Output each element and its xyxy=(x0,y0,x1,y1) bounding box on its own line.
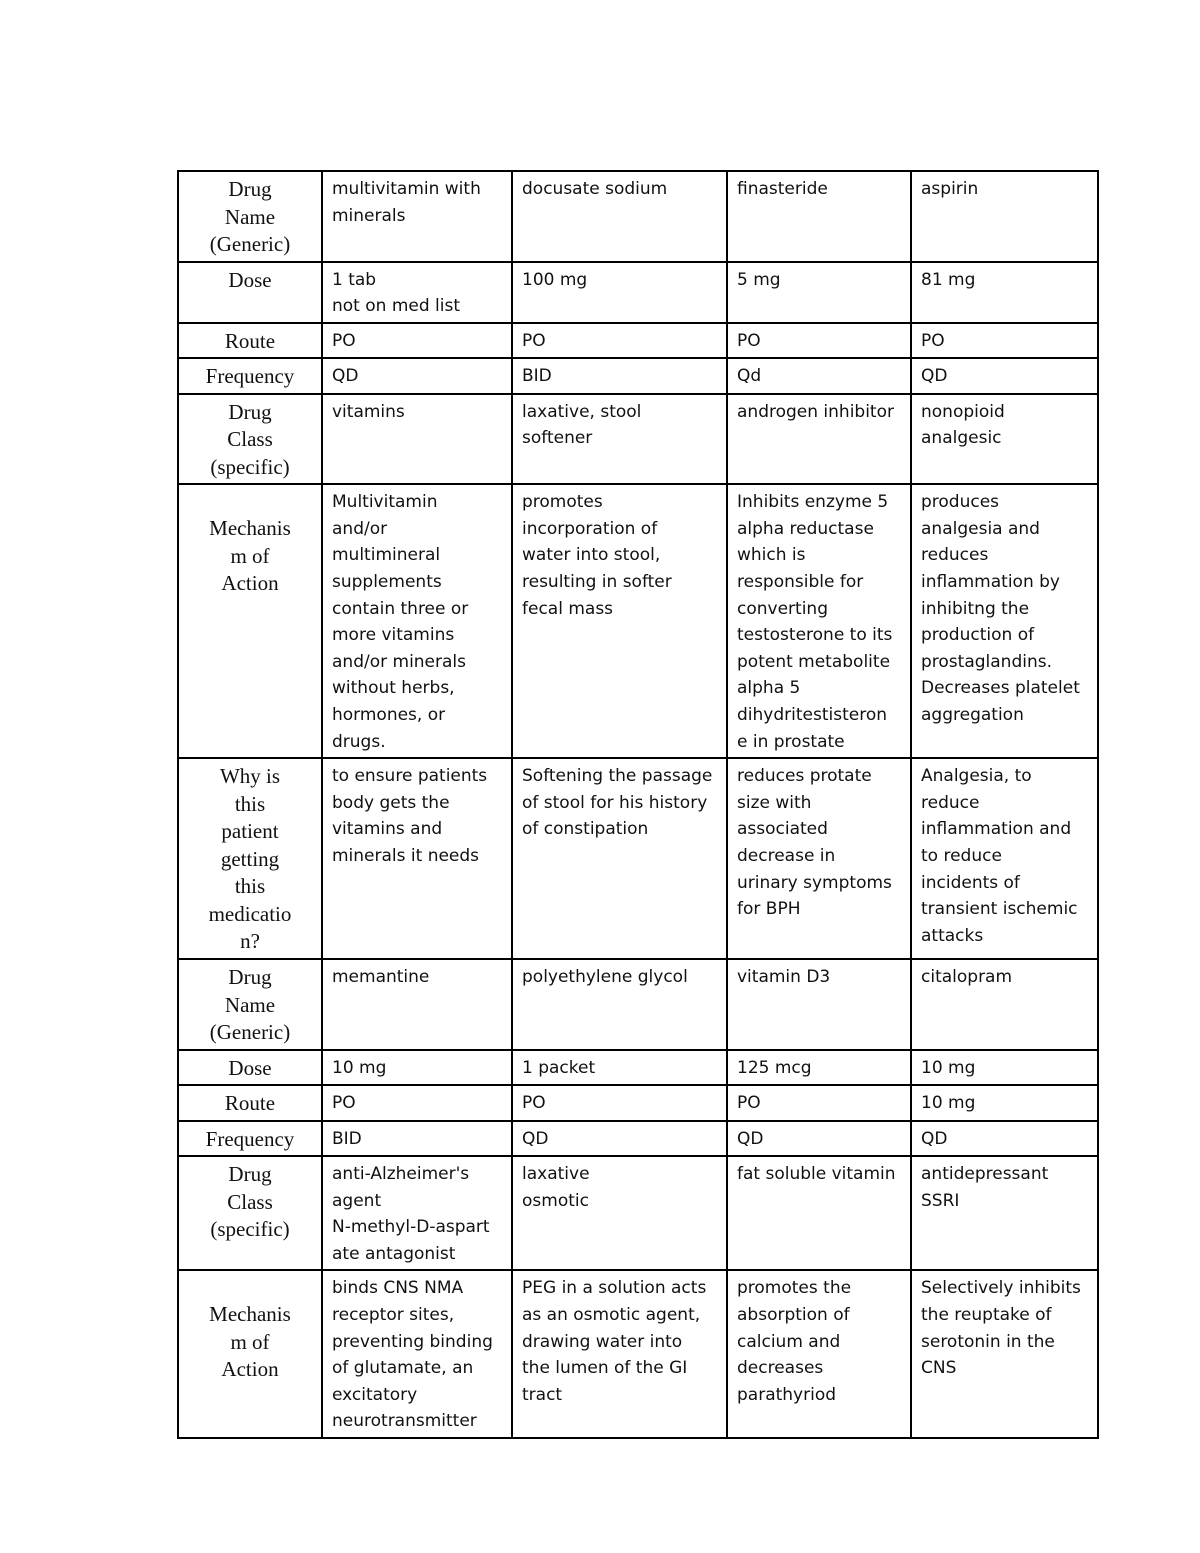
row-dose xyxy=(178,1050,1098,1086)
cell-line: the lumen of the GI xyxy=(522,1358,688,1379)
row-header-dose xyxy=(178,1050,322,1086)
cell-line: excitatory xyxy=(332,1384,418,1405)
header-line: (specific) xyxy=(210,1217,290,1241)
cell-line: of constipation xyxy=(522,819,649,840)
cell-class xyxy=(322,394,512,485)
row-drug-class xyxy=(178,1156,1098,1270)
cell-line: calcium and xyxy=(737,1331,841,1352)
cell-line: anti-Alzheimer's xyxy=(332,1164,470,1184)
cell-line: serotonin in the xyxy=(921,1331,1055,1352)
header-line: Route xyxy=(224,328,276,353)
cell-mechanism xyxy=(911,1270,1098,1438)
cell-line: 5 mg xyxy=(737,269,781,290)
row-drug-name xyxy=(178,959,1098,1050)
cell-line: agent xyxy=(332,1190,382,1211)
cell-line: and/or xyxy=(332,518,388,539)
cell-line: promotes the xyxy=(737,1278,852,1299)
cell-line: urinary symptoms xyxy=(737,872,892,893)
cell-line: dihydritestisteron xyxy=(737,704,887,725)
cell-line: analgesic xyxy=(921,428,1002,449)
row-header-route xyxy=(178,1085,322,1121)
medication-table-1 xyxy=(177,170,1099,960)
cell-name xyxy=(727,171,911,262)
row-route xyxy=(178,1085,1098,1121)
cell-class xyxy=(512,1156,727,1270)
cell-line: inflammation by xyxy=(921,571,1060,592)
cell-name xyxy=(322,171,512,262)
cell-line: converting xyxy=(737,598,828,619)
row-mechanism xyxy=(178,1270,1098,1438)
cell-line: vitamin D3 xyxy=(737,967,831,987)
cell-line: minerals it needs xyxy=(332,845,480,866)
cell-dose xyxy=(512,1050,727,1086)
cell-why xyxy=(322,758,512,959)
cell-route: 10 mg xyxy=(911,1085,1098,1121)
cell-line: osmotic xyxy=(522,1190,589,1211)
cell-line: of stool for his history xyxy=(522,792,708,813)
cell-line: for BPH xyxy=(737,899,801,920)
cell-mechanism xyxy=(322,484,512,758)
header-line: this xyxy=(234,791,266,816)
row-header-drug-name xyxy=(178,171,322,262)
cell-line: contain three or xyxy=(332,598,469,619)
cell-line: 125 mcg xyxy=(737,1057,812,1078)
header-line: getting xyxy=(220,846,280,871)
cell-line: finasteride xyxy=(737,179,828,199)
cell-frequency: QD xyxy=(911,358,1098,394)
cell-line: incorporation of xyxy=(522,518,658,539)
row-frequency xyxy=(178,1121,1098,1157)
cell-mechanism xyxy=(911,484,1098,758)
cell-mechanism xyxy=(727,484,911,758)
header-line: Action xyxy=(221,1357,279,1382)
cell-line: SSRI xyxy=(921,1190,960,1211)
cell-line: promotes xyxy=(522,492,603,513)
cell-line: decreases xyxy=(737,1358,824,1379)
cell-class xyxy=(512,394,727,485)
header-line: Frequency xyxy=(205,364,295,389)
cell-line: tract xyxy=(522,1384,563,1405)
cell-line: attacks xyxy=(921,925,984,946)
cell-line: alpha 5 xyxy=(737,678,801,699)
cell-line: inhibitng the xyxy=(921,598,1030,619)
cell-line: androgen inhibitor xyxy=(737,401,894,422)
header-line: Drug xyxy=(228,965,272,989)
cell-name xyxy=(322,959,512,1050)
cell-line: production of xyxy=(921,625,1035,646)
cell-route: PO xyxy=(727,323,911,359)
cell-line: fat soluble vitamin xyxy=(737,1164,896,1184)
cell-name xyxy=(727,959,911,1050)
cell-line: drawing water into xyxy=(522,1331,683,1352)
cell-frequency: QD xyxy=(512,1121,727,1157)
header-line: Route xyxy=(224,1091,276,1115)
cell-line: transient ischemic xyxy=(921,899,1078,920)
cell-line: body gets the xyxy=(332,792,450,813)
cell-line: to ensure patients xyxy=(332,766,488,787)
cell-dose xyxy=(911,1050,1098,1086)
cell-line: 1 tab xyxy=(332,269,377,290)
cell-line: Inhibits enzyme 5 xyxy=(737,492,889,513)
cell-line: water into stool, xyxy=(522,545,661,566)
cell-line: more vitamins xyxy=(332,625,455,646)
cell-line: to reduce xyxy=(921,845,1002,866)
cell-line: e in prostate xyxy=(737,731,845,752)
cell-line: as an osmotic agent, xyxy=(522,1304,701,1325)
cell-line: the reuptake of xyxy=(921,1304,1052,1325)
cell-line: vitamins xyxy=(332,401,405,422)
cell-class xyxy=(727,1156,911,1270)
cell-line: 10 mg xyxy=(332,1057,387,1078)
cell-line: citalopram xyxy=(921,967,1013,987)
row-frequency xyxy=(178,358,1098,394)
cell-line: and/or minerals xyxy=(332,651,467,672)
cell-line: minerals xyxy=(332,205,406,226)
cell-mechanism xyxy=(512,1270,727,1438)
row-header-drug-name xyxy=(178,959,322,1050)
cell-class xyxy=(727,394,911,485)
cell-line: Selectively inhibits xyxy=(921,1278,1081,1299)
row-header-mechanism xyxy=(178,484,322,758)
cell-class xyxy=(911,1156,1098,1270)
row-header-frequency xyxy=(178,358,322,394)
cell-line: Decreases platelet xyxy=(921,678,1080,699)
cell-line: supplements xyxy=(332,571,442,592)
header-line: (specific) xyxy=(210,454,290,479)
cell-name xyxy=(911,959,1098,1050)
header-line: patient xyxy=(221,819,279,844)
cell-line: testosterone to its xyxy=(737,625,893,646)
header-line: Frequency xyxy=(205,1126,295,1151)
cell-why xyxy=(911,758,1098,959)
cell-name xyxy=(512,959,727,1050)
cell-line: aggregation xyxy=(921,704,1024,725)
cell-line: 1 packet xyxy=(522,1057,596,1078)
cell-dose xyxy=(727,1050,911,1086)
cell-line: CNS xyxy=(921,1358,957,1379)
cell-line: not on med list xyxy=(332,296,461,317)
cell-line: absorption of xyxy=(737,1304,850,1325)
cell-frequency: Qd xyxy=(727,358,911,394)
cell-why xyxy=(727,758,911,959)
cell-line: polyethylene glycol xyxy=(522,967,688,987)
cell-line: binds CNS NMA xyxy=(332,1278,464,1299)
cell-line: hormones, or xyxy=(332,704,446,725)
row-mechanism xyxy=(178,484,1098,758)
row-route xyxy=(178,323,1098,359)
cell-line: produces xyxy=(921,492,1000,513)
cell-frequency: QD xyxy=(911,1121,1098,1157)
cell-line: vitamins and xyxy=(332,819,443,840)
cell-line: drugs. xyxy=(332,731,386,752)
header-line: m of xyxy=(230,543,270,568)
cell-route: PO xyxy=(322,1085,512,1121)
cell-line: ate antagonist xyxy=(332,1243,456,1264)
cell-frequency: BID xyxy=(512,358,727,394)
header-line: Mechanis xyxy=(209,516,291,541)
cell-route: PO xyxy=(512,323,727,359)
cell-line: antidepressant xyxy=(921,1164,1049,1184)
cell-line: alpha reductase xyxy=(737,518,874,539)
medication-table-2 xyxy=(177,958,1099,1439)
cell-line: resulting in softer xyxy=(522,571,672,592)
cell-dose xyxy=(911,262,1098,323)
header-line: Class xyxy=(227,1189,273,1214)
cell-dose xyxy=(322,262,512,323)
cell-line: Softening the passage xyxy=(522,766,713,787)
cell-route: PO xyxy=(322,323,512,359)
cell-why xyxy=(512,758,727,959)
cell-line: 10 mg xyxy=(921,1057,976,1078)
header-line: medicatio xyxy=(208,901,292,926)
header-line: Drug xyxy=(228,177,272,201)
row-header-drug-class xyxy=(178,1156,322,1270)
cell-line: reduces xyxy=(921,545,989,566)
cell-mechanism xyxy=(512,484,727,758)
header-line: this xyxy=(234,874,266,899)
cell-line: potent metabolite xyxy=(737,651,891,672)
cell-line: analgesia and xyxy=(921,518,1040,539)
cell-line: receptor sites, xyxy=(332,1304,455,1325)
row-drug-name xyxy=(178,171,1098,262)
cell-line: 81 mg xyxy=(921,269,976,290)
cell-name xyxy=(512,171,727,262)
row-why xyxy=(178,758,1098,959)
header-line: Name xyxy=(224,992,276,1017)
header-line: Drug xyxy=(228,399,272,424)
header-line: Why is xyxy=(219,764,281,789)
header-line: Mechanis xyxy=(209,1302,291,1327)
row-dose xyxy=(178,262,1098,323)
cell-frequency: BID xyxy=(322,1121,512,1157)
header-line: Drug xyxy=(228,1162,272,1186)
cell-line: of glutamate, an xyxy=(332,1358,474,1379)
row-header-route xyxy=(178,323,322,359)
cell-name xyxy=(911,171,1098,262)
cell-line: PEG in a solution acts xyxy=(522,1278,707,1299)
cell-line: responsible for xyxy=(737,571,864,592)
cell-line: reduce xyxy=(921,792,980,813)
header-line: Dose xyxy=(228,1055,272,1080)
row-header-frequency xyxy=(178,1121,322,1157)
cell-dose xyxy=(727,262,911,323)
header-line: Class xyxy=(227,427,273,452)
cell-mechanism xyxy=(322,1270,512,1438)
cell-line: laxative, stool xyxy=(522,401,642,422)
cell-class xyxy=(911,394,1098,485)
row-header-drug-class xyxy=(178,394,322,485)
cell-line: Analgesia, to xyxy=(921,766,1032,787)
header-line: n? xyxy=(240,929,260,954)
cell-line: preventing binding xyxy=(332,1331,493,1352)
cell-line: multimineral xyxy=(332,545,441,566)
cell-line: without herbs, xyxy=(332,678,455,699)
row-header-mechanism xyxy=(178,1270,322,1438)
cell-class xyxy=(322,1156,512,1270)
header-line: Action xyxy=(221,571,279,596)
cell-line: incidents of xyxy=(921,872,1020,893)
cell-line: multivitamin with xyxy=(332,179,481,199)
cell-line: prostaglandins. xyxy=(921,651,1053,672)
cell-dose xyxy=(512,262,727,323)
header-line: m of xyxy=(230,1329,270,1354)
cell-line: aspirin xyxy=(921,179,979,199)
cell-line: associated xyxy=(737,819,828,840)
cell-mechanism xyxy=(727,1270,911,1438)
cell-line: softener xyxy=(522,428,593,449)
header-line: (Generic) xyxy=(209,232,291,256)
cell-frequency: QD xyxy=(727,1121,911,1157)
cell-line: neurotransmitter xyxy=(332,1411,477,1432)
header-line: Name xyxy=(224,204,276,229)
cell-line: memantine xyxy=(332,967,430,987)
cell-line: 100 mg xyxy=(522,269,588,290)
cell-line: size with xyxy=(737,792,812,813)
cell-line: nonopioid xyxy=(921,401,1005,422)
cell-dose xyxy=(322,1050,512,1086)
cell-line: laxative xyxy=(522,1164,590,1184)
cell-line: N-methyl-D-aspart xyxy=(332,1217,490,1238)
row-header-why xyxy=(178,758,322,959)
cell-frequency: QD xyxy=(322,358,512,394)
cell-line: fecal mass xyxy=(522,598,614,619)
cell-line: docusate sodium xyxy=(522,179,668,199)
header-line: (Generic) xyxy=(209,1020,291,1044)
row-drug-class xyxy=(178,394,1098,485)
header-line: Dose xyxy=(228,267,272,292)
cell-line: inflammation and xyxy=(921,819,1072,840)
cell-route: PO xyxy=(512,1085,727,1121)
cell-route: PO xyxy=(911,323,1098,359)
row-header-dose xyxy=(178,262,322,323)
cell-line: which is xyxy=(737,545,806,566)
cell-line: reduces protate xyxy=(737,766,872,787)
cell-line: decrease in xyxy=(737,845,836,866)
cell-route: PO xyxy=(727,1085,911,1121)
cell-line: Multivitamin xyxy=(332,492,438,513)
cell-line: parathyriod xyxy=(737,1384,837,1405)
